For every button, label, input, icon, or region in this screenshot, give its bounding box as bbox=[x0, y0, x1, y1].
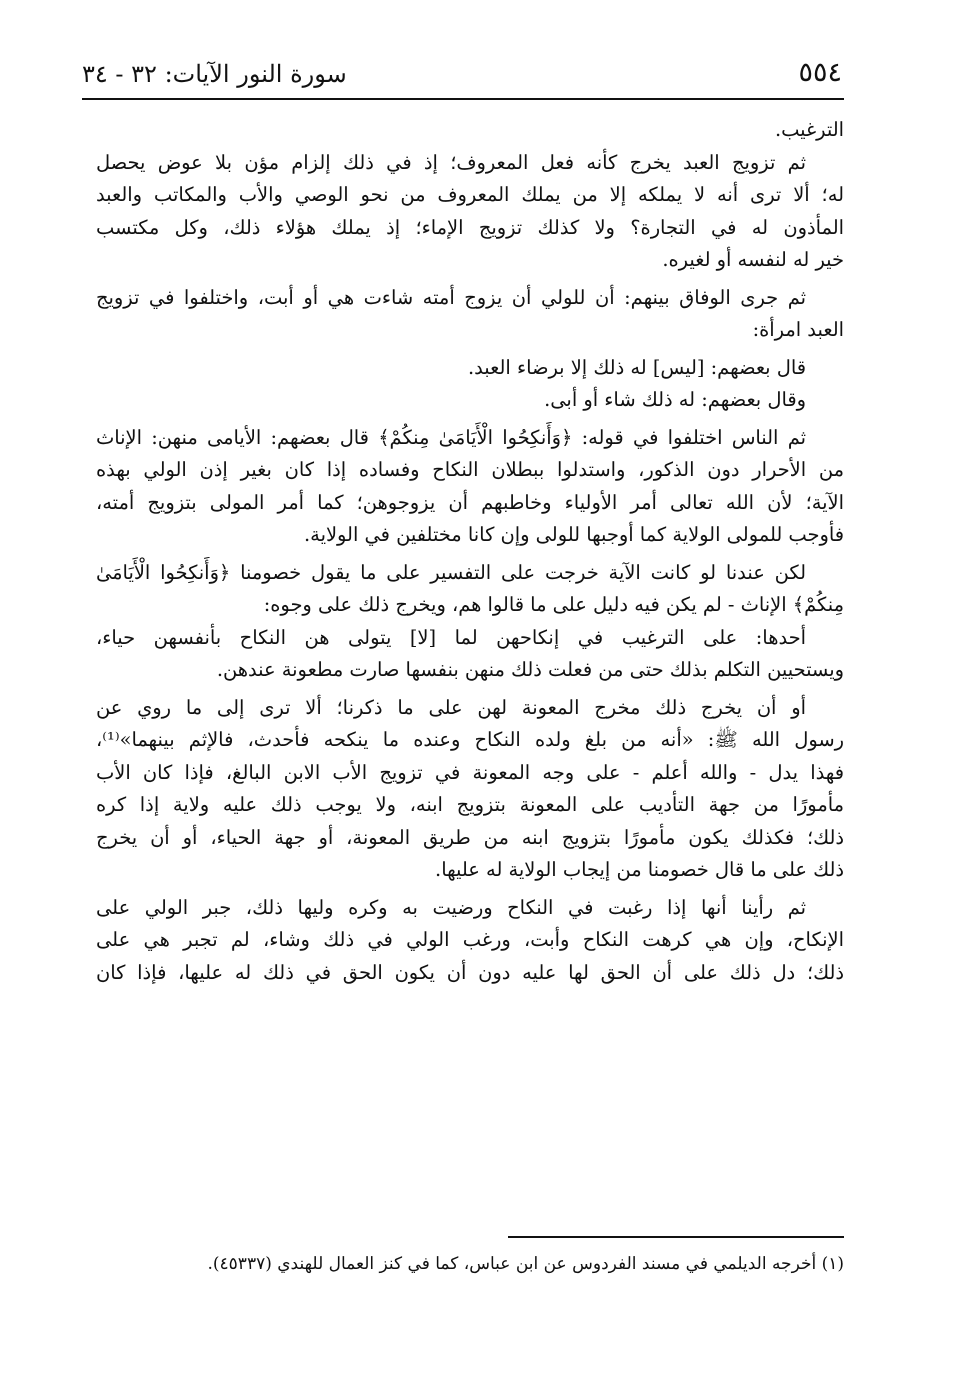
footnote: (١) أخرجه الديلمي في مسند الفردوس عن ابن عباس، كما في كنز العمال للهندي (٤٥٣٣٧). bbox=[207, 1254, 844, 1274]
text-line: أحدها: على الترغيب في إنكاحهن لما [لا] يتولى هن النكاح بأنفسهن حياء، bbox=[96, 625, 806, 649]
text-line: ثم جرى الوفاق بينهم: أن للولي أن يزوج أمته شاءت هي أو أبت، واختلفوا في تزويج bbox=[96, 285, 806, 309]
text-line: ثم الناس اختلفوا في قوله: ﴿وَأَنكِحُوا الْأَيَامَىٰ مِنكُمْ﴾ قال بعضهم: الأيامى منهن: الإناث bbox=[96, 425, 806, 449]
running-title: سورة النور الآيات: ٣٢ - ٣٤ bbox=[82, 60, 347, 88]
page-header bbox=[82, 56, 842, 96]
text-line: له؛ ألا ترى أنه لا يملكه إلا من يملك المعروف من نحو الوصي والأب والمكاتب والعبد bbox=[96, 183, 844, 206]
text-line: رسول الله ﷺ: «أنه من بلغ ولده النكاح وعنده ما ينكحه فأحدث، فالإثم بينهما»⁽¹⁾، bbox=[96, 728, 844, 751]
text-line: من الأحرار دون الذكور، واستدلوا ببطلان النكاح وفساده إذا كان بغير إذن الولي بهذه bbox=[96, 458, 844, 481]
text-line: فأوجب للمولى الولاية كما أوجبها للولى وإن كانا مختلفين في الولاية. bbox=[304, 523, 844, 546]
text-line: ذلك على ما قال خصومنا من إيجاب الولاية له عليها. bbox=[435, 858, 844, 881]
text-line: المأذون له في التجارة؟ ولا كذلك تزويج الإماء؛ إذ يملك هؤلاء ذلك، وكل مكتسب bbox=[96, 215, 844, 239]
main-text bbox=[96, 114, 844, 1224]
text-line: أو أن يخرج ذلك مخرج المعونة لهن على ما ذكرنا؛ ألا ترى إلى ما روي عن bbox=[96, 695, 806, 719]
text-line: مأمورًا من جهة التأديب على المعونة بتزويج ابنه، ولا يوجب ذلك عليه ولاية إذا كره bbox=[96, 793, 844, 816]
text-line: قال بعضهم: [ليس] له ذلك إلا برضاء العبد. bbox=[467, 355, 806, 379]
text-line: الآية؛ لأن الله تعالى أمر الأولياء وخاطبهم أن يزوجوهن؛ كما أمر المولى بتزويج أمته، bbox=[96, 490, 844, 514]
text-line: ذلك؛ فكذلك يكون مأمورًا بتزويج ابنه من طريق المعونة، أو جهة الحياء، أو أن يخرج bbox=[96, 825, 844, 849]
page-number: ٥٥٤ bbox=[798, 57, 842, 88]
text-line: ثم تزويج العبد يخرج كأنه فعل المعروف؛ إذ في ذلك إلزام مؤن بلا عوض يحصل bbox=[96, 150, 806, 174]
text-line: العبد امرأة: bbox=[752, 318, 844, 341]
text-line: ثم رأينا أنها إذا رغبت في النكاح ورضيت به وكره وليها ذلك، جبر الولي على bbox=[96, 895, 806, 919]
text-line: وقال بعضهم: له ذلك شاء أو أبى. bbox=[544, 388, 806, 411]
text-line: ويستحيين التكلم بذلك حتى من فعلت ذلك منهن بنفسها صارت مطعونة عندهن. bbox=[216, 658, 844, 681]
text-line: الترغيب. bbox=[774, 118, 844, 141]
footnote-rule bbox=[508, 1236, 844, 1238]
text-line: الإنكاح، وإن هي كرهت النكاح وأبت، ورغب الولي في ذلك وشاء، لم تجبر هي على bbox=[96, 928, 844, 951]
text-line: فهذا يدل - والله أعلم - على وجه المعونة في تزويج الأب الابن البالغ، فإذا كان الأب bbox=[96, 760, 844, 784]
text-line: ذلك؛ دل ذلك على أن الحق لها عليه دون أن يكون الحق في ذلك له عليها، فإذا كان bbox=[96, 960, 844, 984]
header-rule bbox=[82, 98, 844, 100]
text-line: مِنكُمْ﴾ الإناث - لم يكن فيه دليل على ما قالوا هم، ويخرج ذلك على وجوه: bbox=[263, 593, 844, 616]
text-line: خير له لنفسه أو لغيره. bbox=[662, 248, 844, 271]
text-line: لكن عندنا لو كانت الآية خرجت على التفسير على ما يقول خصومنا ﴿وَأَنكِحُوا الْأَيَامَىٰ bbox=[96, 560, 806, 584]
